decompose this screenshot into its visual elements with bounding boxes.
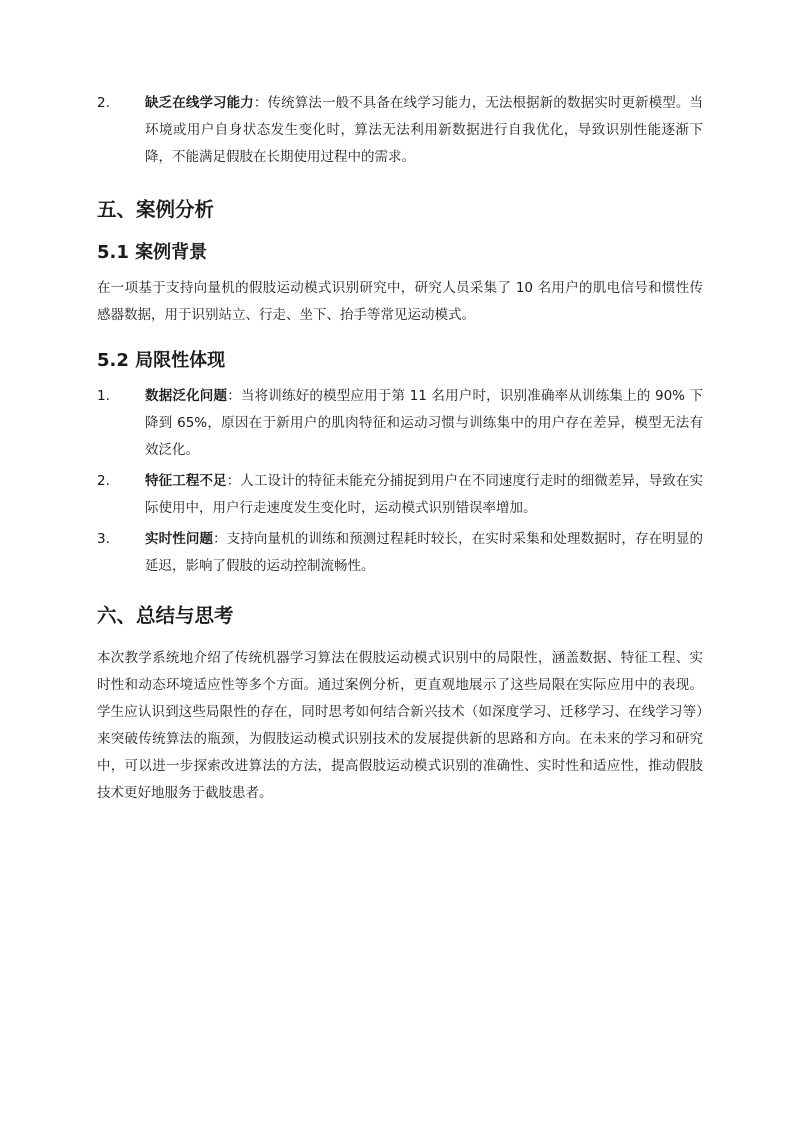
list-term: 缺乏在线学习能力 [145,95,254,111]
list-item-feature-engineering [97,468,703,522]
list-text: ：支持向量机的训练和预测过程耗时较长，在实时采集和处理数据时，存在明显的延迟，影响了假肢的运动控制流畅性。 [145,531,703,574]
list-number: 3. [97,531,110,547]
list-term: 实时性问题 [145,531,214,547]
list-item-real-time [97,526,703,580]
list-number: 2. [97,473,110,489]
list-number: 2. [97,95,110,111]
list-text: ：传统算法一般不具备在线学习能力，无法根据新的数据实时更新模型。当环境或用户自身状态发生变化时，算法无法利用新数据进行自我优化，导致识别性能逐渐下降，不能满足假肢在长期使用过程中的需求。 [145,95,704,165]
list-item-online-learning [97,90,703,171]
section-heading-summary: 六、总结与思考 [97,604,234,627]
document-content [97,90,703,807]
summary-paragraph: 本次教学系统地介绍了传统机器学习算法在假肢运动模式识别中的局限性，涵盖数据、特征工程、实时性和动态环境适应性等多个方面。通过案例分析，更直观地展示了这些局限在实际应用中的表现。学生应认识到这些局限性的存在，同时思考如何结合新兴技术（如深度学习、迁移学习、在线学习等）来突破传统算法的瓶颈，为假肢运动模式识别技术的发展提供新的思路和方向。在未来的学习和研究中，可以进一步探索改进算法的方法，提高假肢运动模式识别的准确性、实时性和适应性，推动假肢技术更好地服务于截肢患者。 [97,650,703,801]
subsection-heading-limitations: 5.2 局限性体现 [97,350,226,371]
list-term: 特征工程不足 [145,473,227,489]
section-heading-case-analysis: 五、案例分析 [97,198,215,221]
case-background-paragraph: 在一项基于支持向量机的假肢运动模式识别研究中，研究人员采集了 10 名用户的肌电信号和惯性传感器数据，用于识别站立、行走、坐下、抬手等常见运动模式。 [97,280,703,323]
subsection-heading-case-background: 5.1 案例背景 [97,242,208,263]
list-term: 数据泛化问题 [145,388,228,404]
list-text: ：人工设计的特征未能充分捕捉到用户在不同速度行走时的细微差异，导致在实际使用中，用户行走速度发生变化时，运动模式识别错误率增加。 [145,473,704,516]
list-number: 1. [97,388,110,404]
list-item-data-generalization [97,383,703,464]
list-text: ：当将训练好的模型应用于第 11 名用户时，识别准确率从训练集上的 90% 下降到 65%，原因在于新用户的肌肉特征和运动习惯与训练集中的用户存在差异，模型无法有效泛化。 [145,388,704,458]
